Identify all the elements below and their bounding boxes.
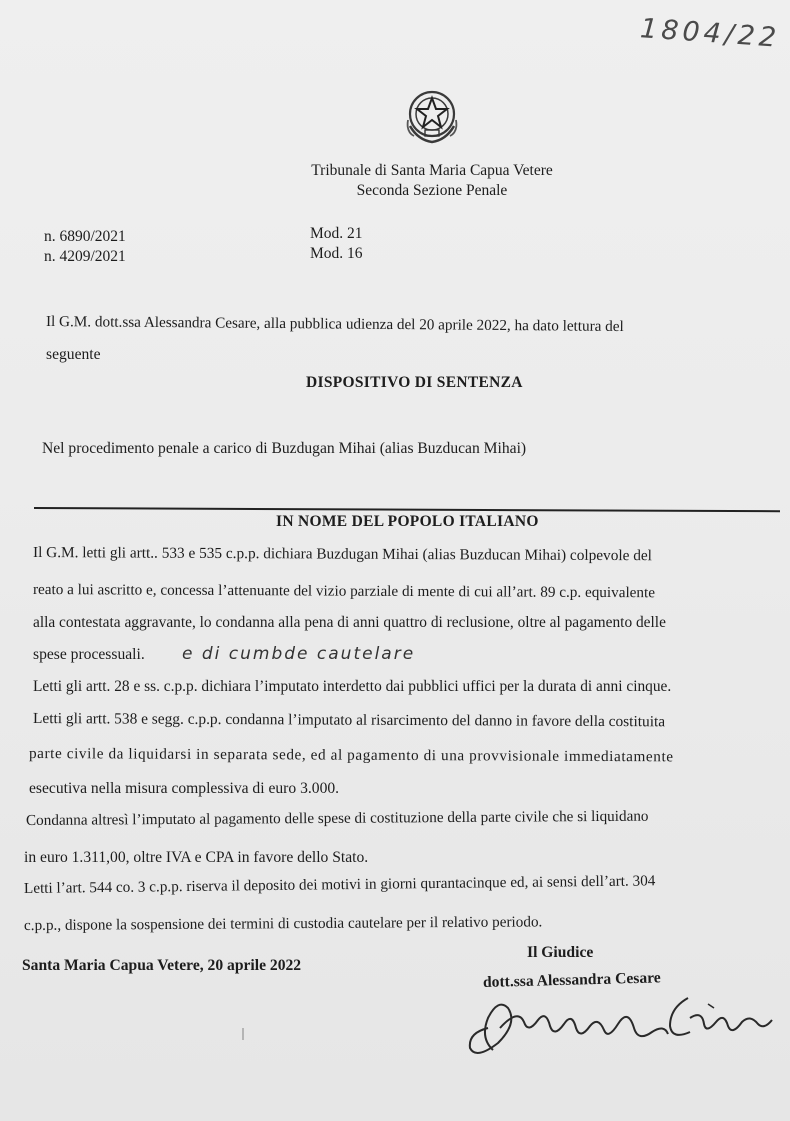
intro-line-2: seguente — [46, 346, 101, 363]
verdict-line-6: Letti gli artt. 538 e segg. c.p.p. condanna l’imputato al risarcimento del danno in favore della costituita — [32, 710, 666, 731]
registry-number-2: n. 4209/2021 — [44, 248, 126, 265]
verdict-line-9: Condanna altresì l’imputato al pagamento delle spese di costituzione della parte civile che si liquidano — [25, 807, 649, 829]
verdict-line-5: Letti gli artt. 28 e ss. c.p.p. dichiara l’imputato interdetto dai pubblici uffici per la durata di anni cinque. — [33, 678, 672, 695]
verdict-line-1: Il G.M. letti gli artt.. 533 e 535 c.p.p. dichiara Buzdugan Mihai (alias Buzducan Mihai) colpevole del — [32, 544, 652, 565]
registry-model-2: Mod. 16 — [310, 245, 363, 262]
handwritten-number: 1804/22 — [639, 13, 782, 54]
place-and-date: Santa Maria Capua Vetere, 20 aprile 2022 — [22, 957, 302, 974]
judge-name: dott.ssa Alessandra Cesare — [482, 969, 661, 991]
intro-line-1: Il G.M. dott.ssa Alessandra Cesare, alla pubblica udienza del 20 aprile 2022, ha dato lettura del — [45, 313, 624, 336]
verdict-line-2: reato a lui ascritto e, concessa l’attenuante del vizio parziale di mente di cui all’art. 89 c.p. equivalente — [32, 581, 656, 602]
italian-republic-emblem-icon — [400, 84, 464, 148]
handwritten-addition: e di cumbde cautelare — [182, 644, 416, 664]
verdict-line-10: in euro 1.311,00, oltre IVA e CPA in favore dello Stato. — [24, 849, 369, 866]
verdict-line-12: c.p.p., dispone la sospensione dei termini di custodia cautelare per il relativo periodo. — [23, 913, 543, 934]
verdict-line-8: esecutiva nella misura complessiva di euro 3.000. — [29, 780, 340, 797]
verdict-line-7: parte civile da liquidarsi in separata sede, ed al pagamento di una provvisionale immediatamente — [28, 745, 674, 766]
court-name: Tribunale di Santa Maria Capua Vetere — [311, 162, 553, 179]
separator-line — [34, 507, 780, 512]
court-section: Seconda Sezione Penale — [356, 182, 508, 199]
registry-model-1: Mod. 21 — [310, 225, 363, 242]
registry-number-1: n. 6890/2021 — [44, 228, 126, 245]
judge-signature — [458, 988, 778, 1058]
proceeding-line: Nel procedimento penale a carico di Buzdugan Mihai (alias Buzducan Mihai) — [42, 440, 527, 457]
section-heading: IN NOME DEL POPOLO ITALIANO — [276, 513, 539, 530]
scan-mark — [242, 1028, 244, 1040]
verdict-line-4: spese processuali. — [33, 646, 145, 663]
verdict-line-3: alla contestata aggravante, lo condanna alla pena di anni quattro di reclusione, oltre al pagamento delle — [33, 614, 666, 631]
document-title: DISPOSITIVO DI SENTENZA — [306, 374, 523, 391]
judge-title: Il Giudice — [527, 944, 594, 961]
verdict-line-11: Letti l’art. 544 co. 3 c.p.p. riserva il deposito dei motivi in giorni qurantacinque ed, ai sensi dell’art. 304 — [23, 872, 656, 897]
